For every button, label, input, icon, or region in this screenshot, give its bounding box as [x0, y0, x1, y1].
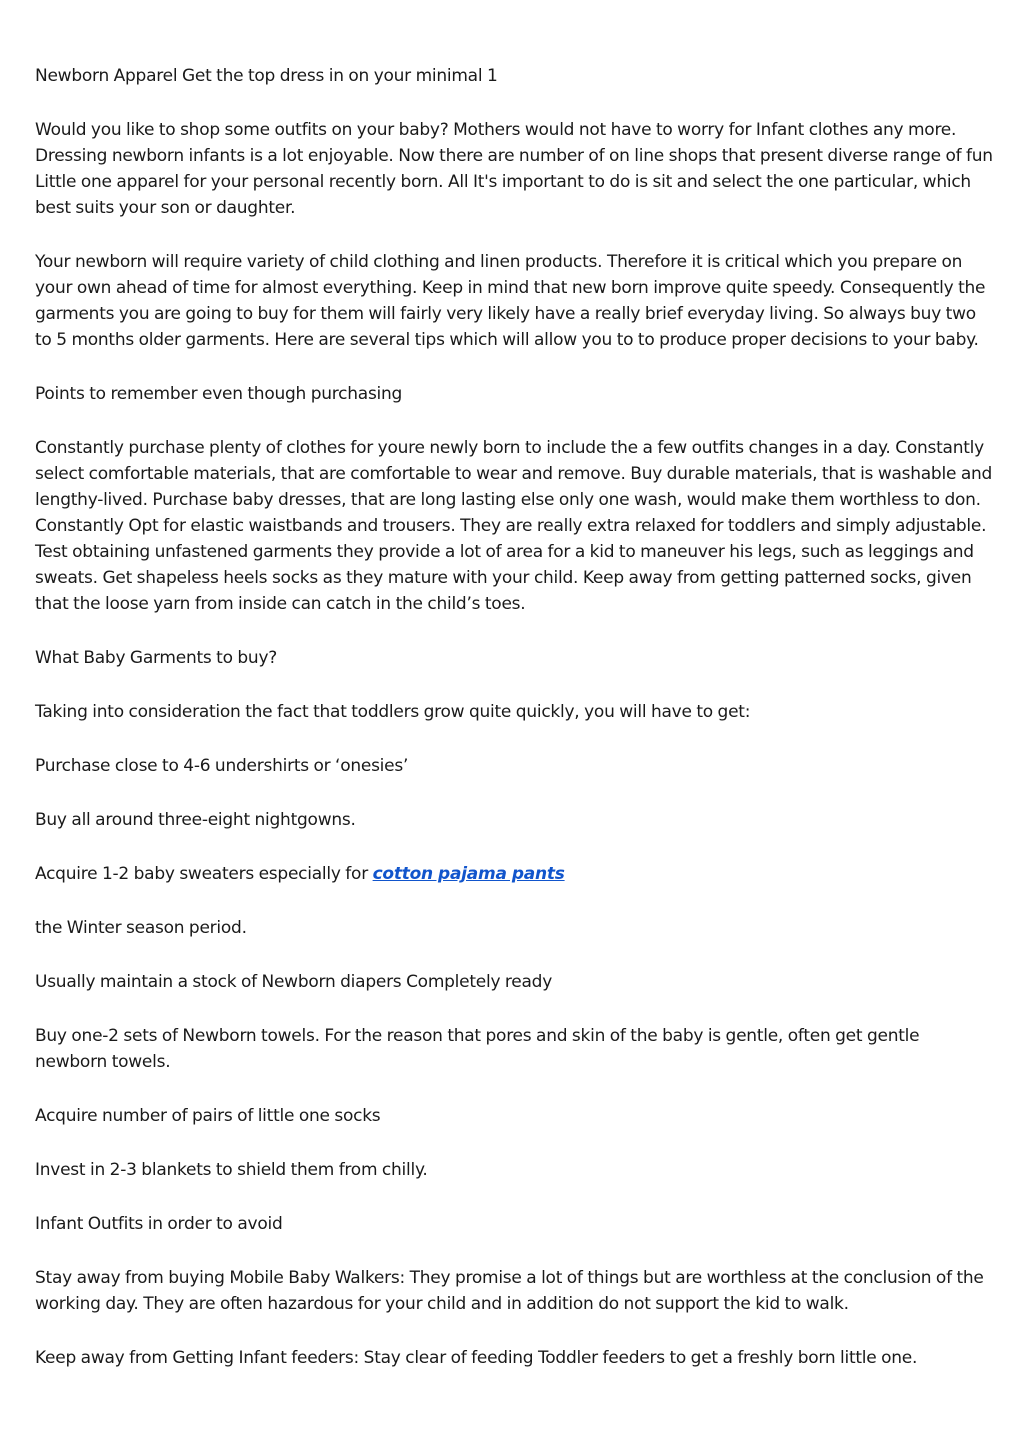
list-item-towels: Buy one-2 sets of Newborn towels. For the reason that pores and skin of the baby is gentle, often get gentle newborn towels. [35, 1026, 920, 1072]
paragraph-preparation: Your newborn will require variety of child clothing and linen products. Therefore it is critical which you prepare on your own ahead of time for almost everything. Keep in mind that new born improve quite speedy. Consequently the garments you are going to buy for them will fairly very likely have a really brief everyday living. So always buy two to 5 months older garments. Here are several tips which will allow you to to produce proper decisions to your baby. [35, 252, 986, 350]
document-body [35, 63, 995, 1399]
heading-points-to-remember: Points to remember even though purchasing [35, 384, 403, 404]
list-item-blankets: Invest in 2-3 blankets to shield them from chilly. [35, 1160, 428, 1180]
paragraph-purchase-tips: Constantly purchase plenty of clothes for youre newly born to include the a few outfits changes in a day. Constantly select comfortable materials, that are comfortable to wear and remove. Buy durable materials, that is washable and lengthy-lived. Purchase baby dresses, that are long lasting else only one wash, would make them worthless to don. Constantly Opt for elastic waistbands and trousers. They are really extra relaxed for toddlers and simply adjustable. Test obtaining unfastened garments they provide a lot of area for a kid to maneuver his legs, such as leggings and sweats. Get shapeless heels socks as they mature with your child. Keep away from getting patterned socks, given that the loose yarn from inside can catch in the child’s toes. [35, 438, 993, 614]
list-item-undershirts: Purchase close to 4-6 undershirts or ‘onesies’ [35, 756, 409, 776]
list-item-socks: Acquire number of pairs of little one socks [35, 1106, 381, 1126]
heading-what-to-buy: What Baby Garments to buy? [35, 648, 278, 668]
list-item-diapers: Usually maintain a stock of Newborn diapers Completely ready [35, 972, 553, 992]
heading-outfits-to-avoid: Infant Outfits in order to avoid [35, 1214, 283, 1234]
cotton-pajama-pants-link[interactable]: cotton pajama pants [372, 864, 565, 884]
paragraph-infant-feeders: Keep away from Getting Infant feeders: Stay clear of feeding Toddler feeders to get a freshly born little one. [35, 1348, 918, 1368]
document-title: Newborn Apparel Get the top dress in on your minimal 1 [35, 66, 498, 86]
intro-paragraph: Would you like to shop some outfits on your baby? Mothers would not have to worry for Infant clothes any more. Dressing newborn infants is a lot enjoyable. Now there are number of on line shops that present diverse range of fun Little one apparel for your personal recently born. All It's important to do is sit and select the one particular, which best suits your son or daughter. [35, 120, 993, 218]
paragraph-baby-walkers: Stay away from buying Mobile Baby Walkers: They promise a lot of things but are worthless at the conclusion of the working day. They are often hazardous for your child and in addition do not support the kid to walk. [35, 1268, 984, 1314]
list-item-sweaters-continued: the Winter season period. [35, 918, 247, 938]
list-item-sweaters [35, 861, 995, 887]
list-item-nightgowns: Buy all around three-eight nightgowns. [35, 810, 356, 830]
paragraph-buy-intro: Taking into consideration the fact that toddlers grow quite quickly, you will have to get: [35, 702, 751, 722]
list-item-sweaters-text: Acquire 1-2 baby sweaters especially for [35, 864, 373, 884]
